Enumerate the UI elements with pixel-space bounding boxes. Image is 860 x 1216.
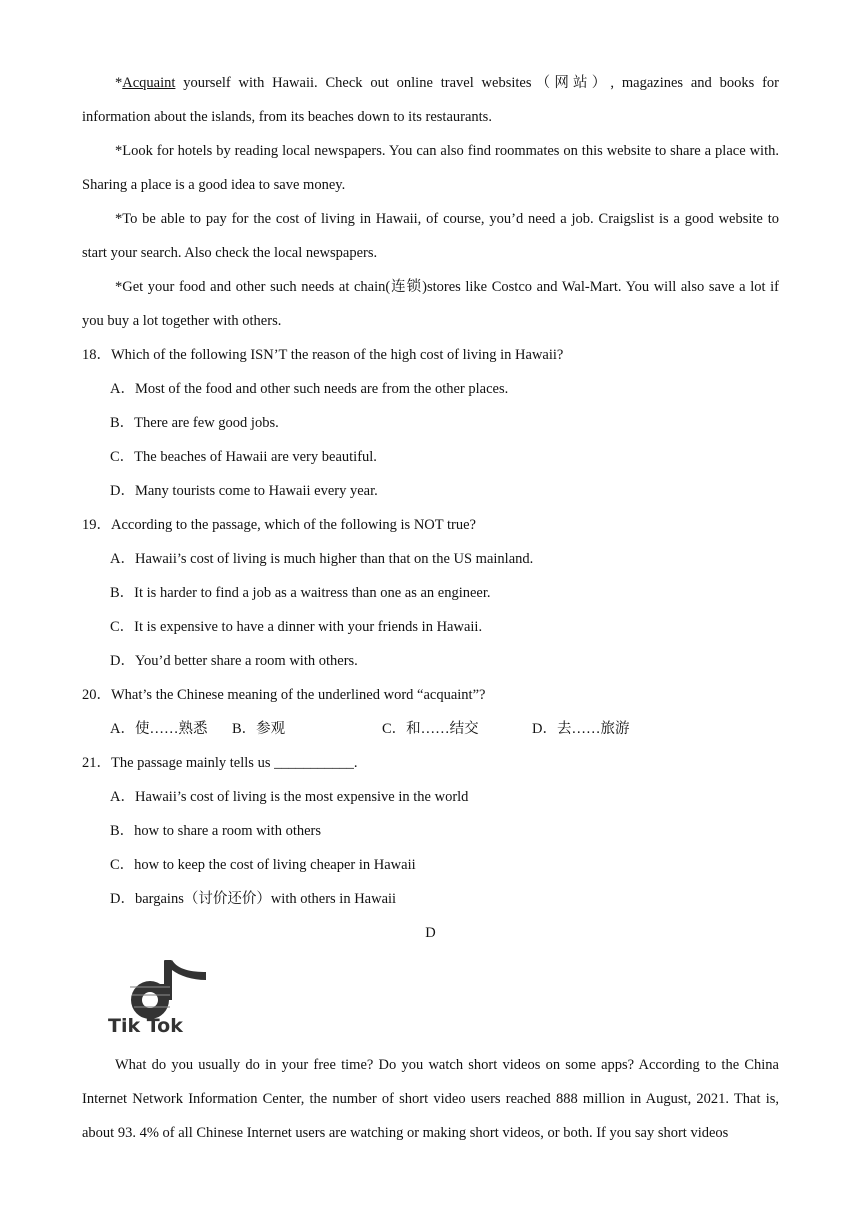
tiktok-logo-icon bbox=[106, 956, 216, 1036]
question-18-option-d: D．Many tourists come to Hawaii every year. bbox=[110, 483, 378, 499]
underlined-word-acquaint: Acquaint bbox=[122, 75, 176, 91]
question-18-option-a: A．Most of the food and other such needs are from the other places. bbox=[110, 381, 509, 397]
question-19-option-d: D．You’d better share a room with others. bbox=[110, 653, 358, 669]
tip-paragraph-2: *Look for hotels by reading local newspapers. You can also find roommates on this website to share a place with. Sharing a place is a good idea to save money. bbox=[82, 143, 779, 193]
tip-paragraph-3: *To be able to pay for the cost of living in Hawaii, of course, you’d need a job. Craigslist is a good website to start your search. Also check the local newspapers. bbox=[82, 211, 779, 261]
question-21-stem: 21．The passage mainly tells us ___________. bbox=[82, 755, 358, 771]
question-20-option-a: A．使……熟悉 bbox=[110, 721, 208, 737]
document-page bbox=[82, 66, 779, 1150]
question-19-option-a: A．Hawaii’s cost of living is much higher than that on the US mainland. bbox=[110, 551, 534, 567]
section-d-heading: D bbox=[425, 925, 436, 941]
tip-paragraph-1 bbox=[82, 66, 779, 134]
tip-text: yourself with Hawaii. Check out online travel websites（网站）, magazines and books for information about the islands, from its beaches down to its restaurants. bbox=[82, 75, 779, 125]
question-21-option-c: C．how to keep the cost of living cheaper in Hawaii bbox=[110, 857, 416, 873]
question-21-option-b: B．how to share a room with others bbox=[110, 823, 322, 839]
question-19-option-b: B．It is harder to find a job as a waitress than one as an engineer. bbox=[110, 585, 491, 601]
question-18-stem: 18．Which of the following ISN’T the reason of the high cost of living in Hawaii? bbox=[82, 347, 564, 363]
question-20-option-c: C．和……结交 bbox=[382, 721, 479, 737]
section-d-paragraph: What do you usually do in your free time? Do you watch short videos on some apps? According to the China Internet Network Information Center, the number of short video users reached 888 million in August, 2021. That is, about 93. 4% of all Chinese Internet users are watching or making short videos, or both. If you say short videos bbox=[82, 1057, 779, 1141]
question-18-option-c: C．The beaches of Hawaii are very beautiful. bbox=[110, 449, 377, 465]
question-20-options bbox=[82, 712, 779, 746]
tip-paragraph-4: *Get your food and other such needs at chain(连锁)stores like Costco and Wal-Mart. You will also save a lot if you buy a lot together with others. bbox=[82, 279, 779, 329]
question-20-option-b: B．参观 bbox=[232, 721, 286, 737]
question-21-option-a: A．Hawaii’s cost of living is the most expensive in the world bbox=[110, 789, 469, 805]
question-18-option-b: B．There are few good jobs. bbox=[110, 415, 279, 431]
tiktok-logo-text: Tik Tok bbox=[108, 1015, 183, 1036]
question-21-option-d: D．bargains（讨价还价）with others in Hawaii bbox=[110, 891, 397, 907]
tiktok-logo bbox=[106, 956, 779, 1040]
question-19-option-c: C．It is expensive to have a dinner with your friends in Hawaii. bbox=[110, 619, 483, 635]
question-20-stem: 20．What’s the Chinese meaning of the underlined word “acquaint”? bbox=[82, 687, 486, 703]
question-19-stem: 19．According to the passage, which of the following is NOT true? bbox=[82, 517, 476, 533]
tip-prefix: * bbox=[115, 75, 123, 91]
question-20-option-d: D．去……旅游 bbox=[532, 721, 630, 737]
